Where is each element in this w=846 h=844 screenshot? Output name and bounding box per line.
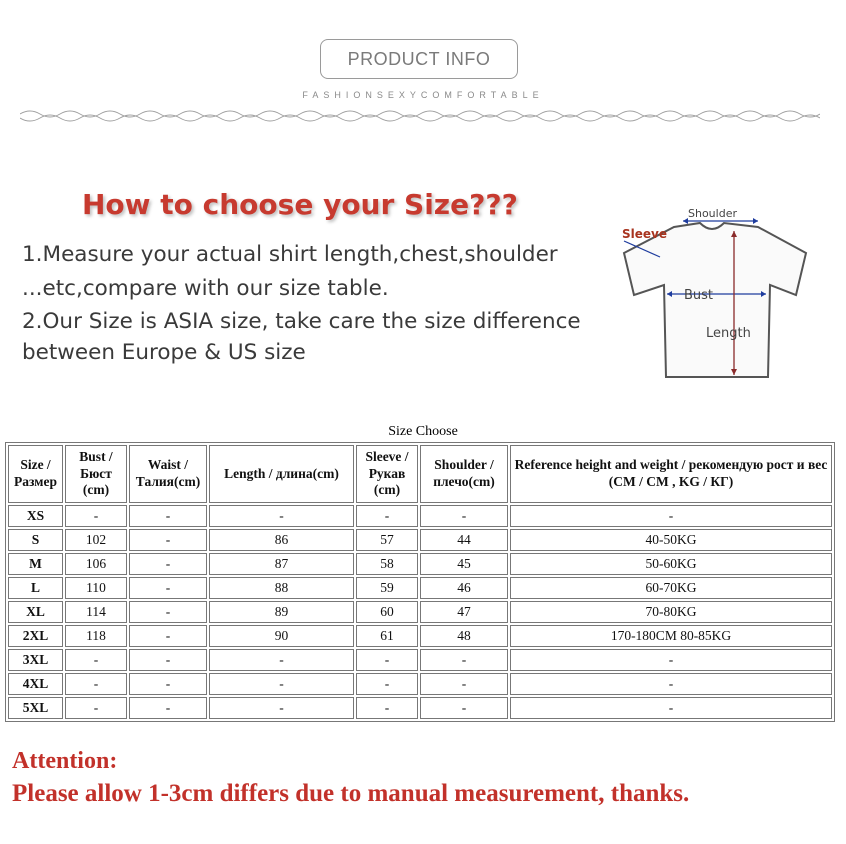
table-row	[8, 601, 832, 623]
attention-text: Please allow 1-3cm differs due to manual measurement, thanks.	[12, 780, 690, 807]
table-cell: -	[129, 553, 207, 575]
table-cell: -	[356, 505, 418, 527]
table-cell: -	[510, 673, 832, 695]
table-row	[8, 577, 832, 599]
table-cell: -	[356, 649, 418, 671]
column-header: Waist / Талия(cm)	[129, 445, 207, 503]
table-cell: 46	[420, 577, 508, 599]
table-cell: -	[209, 697, 354, 719]
table-cell: 114	[65, 601, 127, 623]
table-cell: 61	[356, 625, 418, 647]
table-row	[8, 553, 832, 575]
table-row	[8, 649, 832, 671]
tshirt-measurement-diagram	[612, 205, 812, 385]
table-cell: 102	[65, 529, 127, 551]
how-to-line-1: 1.Measure your actual shirt length,chest,shoulder	[22, 242, 558, 267]
table-cell: 88	[209, 577, 354, 599]
table-cell: 57	[356, 529, 418, 551]
table-row	[8, 673, 832, 695]
size-cell: XS	[8, 505, 63, 527]
table-cell: -	[65, 649, 127, 671]
table-cell: 89	[209, 601, 354, 623]
diagram-length-label: Length	[706, 326, 751, 341]
table-cell: 110	[65, 577, 127, 599]
table-cell: 48	[420, 625, 508, 647]
table-cell: -	[420, 649, 508, 671]
product-info-title: PRODUCT INFO	[347, 48, 491, 69]
table-cell: -	[129, 529, 207, 551]
table-cell: -	[209, 505, 354, 527]
table-cell: -	[356, 697, 418, 719]
table-cell: -	[65, 505, 127, 527]
column-header: Length / длина(cm)	[209, 445, 354, 503]
table-cell: -	[510, 649, 832, 671]
tshirt-outline-icon	[624, 223, 806, 377]
product-info-badge	[320, 39, 518, 79]
table-cell: -	[129, 673, 207, 695]
how-to-line-3: 2.Our Size is ASIA size, take care the size difference	[22, 309, 581, 334]
table-cell: -	[65, 673, 127, 695]
column-header: Shoulder / плечо(cm)	[420, 445, 508, 503]
table-cell: 47	[420, 601, 508, 623]
table-cell: 40-50KG	[510, 529, 832, 551]
table-cell: 118	[65, 625, 127, 647]
size-cell: 2XL	[8, 625, 63, 647]
table-cell: -	[209, 673, 354, 695]
table-cell: 87	[209, 553, 354, 575]
table-cell: -	[420, 697, 508, 719]
table-cell: -	[356, 673, 418, 695]
size-table	[5, 442, 835, 722]
table-cell: -	[510, 697, 832, 719]
column-header: Size / Размер	[8, 445, 63, 503]
table-cell: -	[129, 649, 207, 671]
table-row	[8, 625, 832, 647]
table-row	[8, 529, 832, 551]
size-cell: M	[8, 553, 63, 575]
table-caption: Size Choose	[388, 424, 458, 439]
table-cell: 170-180CM 80-85KG	[510, 625, 832, 647]
column-header: Sleeve / Рукав (cm)	[356, 445, 418, 503]
table-cell: -	[129, 505, 207, 527]
table-cell: 106	[65, 553, 127, 575]
column-header: Reference height and weight / рекомендую рост и вес (CM / CM , KG / КГ)	[510, 445, 832, 503]
size-cell: 5XL	[8, 697, 63, 719]
table-cell: -	[129, 697, 207, 719]
attention-title: Attention:	[12, 748, 118, 774]
size-cell: L	[8, 577, 63, 599]
table-cell: 70-80KG	[510, 601, 832, 623]
table-cell: 60	[356, 601, 418, 623]
table-cell: -	[129, 625, 207, 647]
size-cell: 4XL	[8, 673, 63, 695]
size-cell: 3XL	[8, 649, 63, 671]
table-cell: 90	[209, 625, 354, 647]
diagram-sleeve-label: Sleeve	[622, 227, 667, 241]
how-to-line-4: between Europe & US size	[22, 340, 306, 365]
table-cell: -	[420, 673, 508, 695]
table-cell: 59	[356, 577, 418, 599]
table-cell: 44	[420, 529, 508, 551]
table-cell: 60-70KG	[510, 577, 832, 599]
size-cell: S	[8, 529, 63, 551]
table-cell: 45	[420, 553, 508, 575]
table-cell: 86	[209, 529, 354, 551]
how-to-title: How to choose your Size???	[82, 188, 518, 221]
table-cell: 50-60KG	[510, 553, 832, 575]
size-cell: XL	[8, 601, 63, 623]
table-cell: -	[209, 649, 354, 671]
column-header: Bust / Бюст (cm)	[65, 445, 127, 503]
table-cell: -	[510, 505, 832, 527]
diagram-shoulder-label: Shoulder	[688, 207, 737, 220]
decorative-wave-divider	[20, 108, 820, 128]
table-cell: -	[420, 505, 508, 527]
diagram-bust-label: Bust	[684, 288, 714, 303]
how-to-line-2: ...etc,compare with our size table.	[22, 276, 389, 301]
tagline: FASHIONSEXYCOMFORTABLE	[302, 90, 544, 100]
table-row	[8, 697, 832, 719]
table-cell: -	[129, 601, 207, 623]
table-row	[8, 505, 832, 527]
table-cell: -	[65, 697, 127, 719]
table-cell: 58	[356, 553, 418, 575]
table-cell: -	[129, 577, 207, 599]
